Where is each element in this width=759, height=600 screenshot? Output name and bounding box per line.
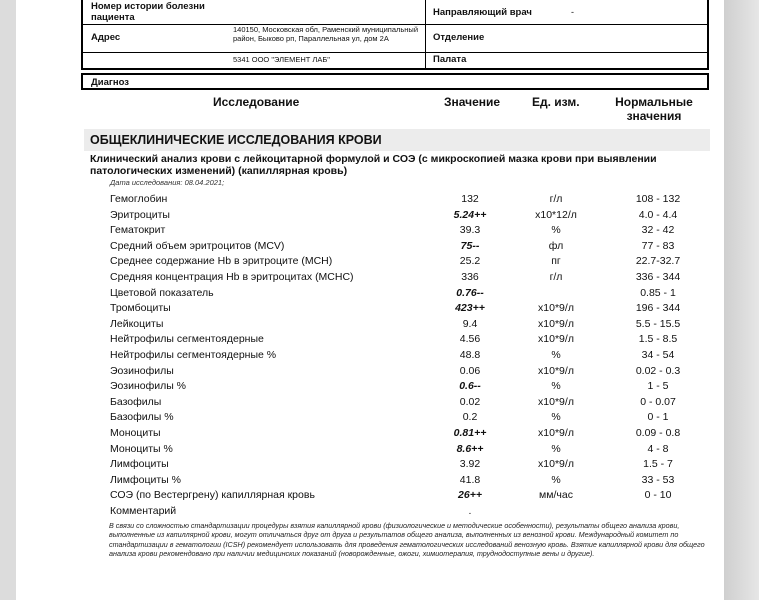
result-unit: %	[551, 473, 561, 486]
result-row	[0, 348, 759, 364]
result-value: 25.2	[459, 255, 481, 268]
result-value: 336	[461, 270, 479, 283]
result-value: 26++	[458, 489, 482, 502]
result-row	[0, 286, 759, 302]
result-row	[0, 379, 759, 395]
result-normal-range: 0.85 - 1	[640, 286, 676, 299]
result-value: 39.3	[459, 224, 481, 237]
result-row	[0, 223, 759, 239]
address-label: Адрес	[91, 32, 121, 43]
result-value: 9.4	[462, 317, 478, 330]
result-row	[0, 317, 759, 333]
result-value: 5.24++	[453, 208, 487, 221]
result-value: 0.6--	[459, 380, 481, 393]
department-label: Отделение	[433, 32, 485, 43]
result-value: 8.6++	[456, 442, 484, 455]
diagnosis-label: Диагноз	[91, 77, 129, 88]
result-row	[0, 254, 759, 270]
result-name: Цветовой показатель	[110, 286, 214, 299]
result-row	[0, 270, 759, 286]
result-name: Средний объем эритроцитов (MCV)	[110, 239, 285, 252]
result-name: Моноциты	[110, 426, 161, 439]
result-unit: %	[551, 348, 561, 361]
address-value: 140150, Московская обл, Раменский муниципальный район, Быково рп, Параллельная ул, дом 2А	[233, 25, 419, 43]
result-normal-range: 0 - 0.07	[640, 395, 676, 408]
result-row	[0, 410, 759, 426]
result-value: .	[468, 504, 472, 517]
result-unit: x10*12/л	[535, 208, 577, 221]
result-value: 0.02	[459, 395, 481, 408]
result-row	[0, 301, 759, 317]
result-name: Среднее содержание Hb в эритроците (MCH)	[110, 255, 333, 268]
result-unit: %	[551, 411, 561, 424]
result-value: 48.8	[459, 348, 481, 361]
column-header-test: Исследование	[213, 95, 300, 109]
result-normal-range: 196 - 344	[635, 302, 681, 315]
result-normal-range: 34 - 54	[641, 348, 675, 361]
result-unit: x10*9/л	[538, 395, 574, 408]
result-row	[0, 208, 759, 224]
result-unit: x10*9/л	[538, 426, 574, 439]
result-row	[0, 239, 759, 255]
diagnosis-box	[81, 73, 709, 90]
test-date: Дата исследования: 08.04.2021;	[110, 178, 225, 187]
result-normal-range: 32 - 42	[641, 224, 675, 237]
result-normal-range: 77 - 83	[641, 239, 675, 252]
result-name: Гематокрит	[110, 224, 166, 237]
result-value: 0.81++	[453, 426, 487, 439]
header-row-history	[83, 0, 707, 25]
column-header-normal: Нормальные значения	[615, 95, 693, 123]
result-unit: x10*9/л	[538, 333, 574, 346]
result-normal-range: 4 - 8	[647, 442, 669, 455]
result-unit: x10*9/л	[538, 458, 574, 471]
result-unit: г/л	[549, 193, 563, 205]
result-row	[0, 192, 759, 208]
result-name: Комментарий	[110, 504, 177, 517]
section-title: ОБЩЕКЛИНИЧЕСКИЕ ИССЛЕДОВАНИЯ КРОВИ	[90, 133, 382, 147]
ward-label: Палата	[433, 54, 467, 65]
result-normal-range: 4.0 - 4.4	[638, 208, 678, 221]
result-value: 4.56	[459, 333, 481, 346]
column-header-unit: Ед. изм.	[532, 95, 580, 109]
result-row	[0, 488, 759, 504]
patient-header-table	[81, 0, 709, 70]
referring-doctor-label: Направляющий врач	[433, 7, 532, 18]
result-normal-range: 1 - 5	[647, 380, 669, 393]
header-row-address	[83, 24, 707, 53]
result-name: Моноциты %	[110, 442, 173, 455]
header-row-ward	[83, 52, 707, 68]
result-name: Эозинофилы %	[110, 380, 187, 393]
referring-doctor-value: -	[571, 7, 574, 17]
result-row	[0, 473, 759, 489]
result-unit: %	[551, 224, 561, 237]
column-header-value: Значение	[444, 95, 501, 109]
result-unit: x10*9/л	[538, 317, 574, 330]
history-label: Номер истории болезни пациента	[91, 1, 205, 23]
result-normal-range: 5.5 - 15.5	[635, 317, 681, 330]
result-value: 0.2	[462, 411, 478, 424]
result-name: Нейтрофилы сегментоядерные %	[110, 348, 277, 361]
result-unit: x10*9/л	[538, 364, 574, 377]
result-unit: %	[551, 442, 561, 455]
results-table	[0, 192, 759, 519]
lab-value: 5341 ООО "ЭЛЕМЕНТ ЛАБ"	[233, 55, 330, 64]
result-row	[0, 395, 759, 411]
result-name: Гемоглобин	[110, 193, 168, 205]
result-name: СОЭ (по Вестергрену) капиллярная кровь	[110, 489, 315, 502]
result-value: 0.76--	[456, 286, 484, 299]
result-name: Базофилы %	[110, 411, 174, 424]
result-name: Эозинофилы	[110, 364, 174, 377]
result-row	[0, 442, 759, 458]
result-normal-range: 1.5 - 7	[643, 458, 673, 471]
result-unit: пг	[551, 255, 561, 268]
result-value: 0.06	[459, 364, 481, 377]
result-normal-range: 0 - 10	[644, 489, 672, 502]
result-normal-range: 0 - 1	[647, 411, 669, 424]
result-value: 41.8	[459, 473, 481, 486]
result-unit: %	[551, 380, 561, 393]
result-unit: г/л	[549, 270, 563, 283]
result-unit: фл	[548, 239, 564, 252]
result-normal-range: 336 - 344	[635, 270, 681, 283]
result-value: 75--	[460, 239, 480, 252]
result-name: Нейтрофилы сегментоядерные	[110, 333, 264, 346]
result-row	[0, 364, 759, 380]
result-normal-range: 108 - 132	[635, 193, 681, 205]
result-normal-range: 0.02 - 0.3	[635, 364, 681, 377]
result-unit: мм/час	[539, 489, 573, 502]
result-name: Базофилы	[110, 395, 162, 408]
result-name: Лейкоциты	[110, 317, 164, 330]
result-value: 423++	[455, 302, 485, 315]
test-title: Клинический анализ крови с лейкоцитарной формулой и СОЭ (с микроскопией мазка крови при выявлении патологических изменений) (капиллярная кровь)	[90, 153, 657, 177]
result-row	[0, 426, 759, 442]
result-normal-range: 0.09 - 0.8	[635, 426, 681, 439]
result-name: Лимфоциты %	[110, 473, 181, 486]
result-name: Эритроциты	[110, 208, 170, 221]
result-normal-range: 1.5 - 8.5	[638, 333, 678, 346]
footnote: В связи со сложностью стандартизации процедуры взятия капиллярной крови (физиологические и методические особенности), результаты общего анализа крови, выполненные из капиллярной крови, могут отличаться друг от друга и результатов общего анализа, выполненных из венозной крови. Международный комитет по стандартизации в гематологии (ICSH) рекомендует использовать для проведения гематологических исследований венозную кровь. Взятие капиллярной крови для общего анализа крови рекомендовано при наличии медицинских показаний (новорожденные, ожоги, химиотерапия, труднодоступные вены и другие).	[109, 521, 705, 559]
result-name: Тромбоциты	[110, 302, 171, 315]
result-normal-range: 33 - 53	[641, 473, 675, 486]
result-row	[0, 457, 759, 473]
result-name: Лимфоциты	[110, 458, 169, 471]
result-unit: x10*9/л	[538, 302, 574, 315]
result-value: 132	[461, 193, 479, 205]
result-row	[0, 332, 759, 348]
result-normal-range: 22.7-32.7	[635, 255, 681, 268]
result-value: 3.92	[459, 458, 481, 471]
result-name: Средняя концентрация Hb в эритроцитах (MCHC)	[110, 270, 354, 283]
result-row	[0, 504, 759, 520]
